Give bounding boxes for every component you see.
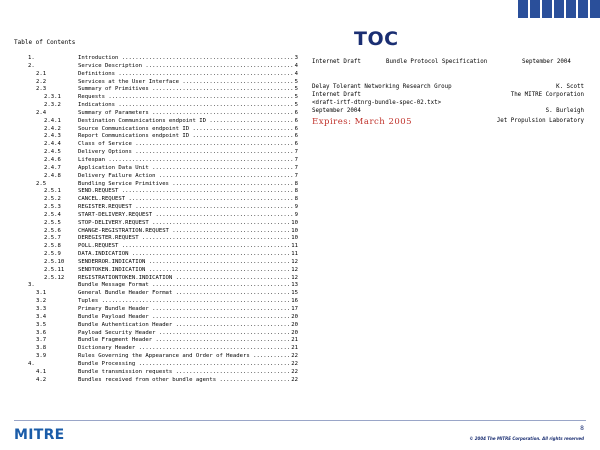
toc-entry-number: 2.5 [36, 180, 47, 187]
toc-entry [22, 275, 298, 283]
draft-date: September 2004 [312, 108, 361, 114]
toc-entry-title: Services at the User Interface ..... [78, 79, 294, 87]
toc-entry-number: 2.2 [36, 78, 47, 85]
corner-square [518, 0, 528, 18]
toc-entry-page: 11 [291, 243, 298, 250]
toc-entry-page: 21 [291, 337, 298, 344]
toc-entry [22, 235, 298, 243]
toc-entry-title: Application Data Unit ..... [78, 165, 294, 173]
toc-entry-title: Bundle Payload Header ..... [78, 314, 290, 322]
toc-entry [22, 337, 298, 345]
toc-entry-number: 2.5.1 [44, 188, 61, 195]
toc-entry-title: Class of Service ..... [78, 141, 294, 149]
toc-entry-page: 4 [294, 70, 298, 77]
toc-entry-page: 6 [294, 133, 298, 140]
toc-entry [22, 79, 298, 87]
toc-entry-number: 2.4.2 [44, 125, 61, 132]
toc-entry-number: 2.5.9 [44, 251, 61, 258]
toc-entry-number: 2.5.11 [44, 266, 65, 273]
toc-entry-page: 6 [294, 141, 298, 148]
toc-entry [22, 377, 298, 385]
toc-entry-number: 3.5 [36, 321, 47, 328]
toc-entry-title: Delivery Failure Action ..... [78, 173, 294, 181]
toc-entry-number: 2.4.4 [44, 141, 61, 148]
toc-entry-title: Indications ..... [78, 102, 294, 110]
toc-entry [22, 212, 298, 220]
corner-square [530, 0, 540, 18]
toc-entry-page: 13 [291, 282, 298, 289]
toc-entry [22, 55, 298, 63]
toc-entry-title: Service Description ..... [78, 63, 294, 71]
footer-divider [14, 420, 586, 421]
toc-entry-number: 2.4.6 [44, 156, 61, 163]
mitre-logo: MITRE [14, 427, 65, 443]
toc-entry-title: Source Communications endpoint ID ..... [78, 126, 294, 134]
toc-entry [22, 141, 298, 149]
toc-entry-number: 2.5.10 [44, 258, 65, 265]
toc-entry-number: 3.9 [36, 353, 47, 360]
toc-entry-number: 3.4 [36, 313, 47, 320]
toc-entry [22, 110, 298, 118]
draft-author-2: S. Burleigh [545, 108, 584, 114]
toc-entry [22, 267, 298, 275]
toc-entry-title: General Bundle Header Format ..... [78, 290, 290, 298]
toc-entry [22, 204, 298, 212]
toc-entry-number: 2.5.6 [44, 227, 61, 234]
toc-entry-title: Report Communications endpoint ID ..... [78, 133, 294, 141]
toc-entry-number: 2.4.5 [44, 149, 61, 156]
toc-entry-title: Introduction ..... [78, 55, 294, 63]
toc-entry-title: Requests ..... [78, 94, 294, 102]
toc-entry-page: 10 [291, 227, 298, 234]
toc-entry-number: 4.2 [36, 376, 47, 383]
toc-entry-page: 22 [291, 368, 298, 375]
toc-entry-page: 5 [294, 94, 298, 101]
toc-entry-number: 3.3 [36, 306, 47, 312]
toc-entry-title: Summary of Primitives ..... [78, 86, 294, 94]
toc-entry-title: START-DELIVERY.REQUEST ..... [78, 212, 294, 220]
toc-heading: Table of Contents [14, 39, 76, 46]
toc-entry-number: 2.5.12 [44, 274, 65, 281]
toc-entry-title: Bundle Message Format ..... [78, 282, 290, 290]
toc-entry-number: 2. [28, 62, 35, 69]
toc-entry [22, 86, 298, 94]
toc-entry [22, 118, 298, 126]
toc-entry-title: POLL.REQUEST ..... [78, 243, 290, 251]
toc-entry-page: 7 [294, 156, 298, 163]
toc-entry-title: Destination Communications endpoint ID ..... [78, 118, 294, 126]
toc-entry-title: SEND.REQUEST ..... [78, 188, 294, 196]
toc-entry [22, 228, 298, 236]
toc-entry [22, 314, 298, 322]
toc-entry-page: 12 [291, 274, 298, 281]
toc-entry-title: Dictionary Header ..... [78, 345, 290, 353]
draft-label: Internet Draft [312, 92, 361, 98]
toc-entry-page: 4 [294, 62, 298, 69]
toc-entry-page: 11 [291, 251, 298, 258]
toc-entry-page: 8 [294, 180, 298, 187]
toc-entry [22, 282, 298, 290]
toc-entry-page: 5 [294, 86, 298, 93]
corner-square [566, 0, 576, 18]
toc-entry-page: 8 [294, 188, 298, 195]
toc-entry-title: DATA.INDICATION ..... [78, 251, 290, 259]
corner-decoration [516, 0, 600, 18]
toc-entry [22, 353, 298, 361]
toc-entry [22, 196, 298, 204]
toc-entry-page: 7 [294, 164, 298, 171]
toc-entry-title: Tuples ..... [78, 298, 290, 306]
toc-entry-title: REGISTRATIONTOKEN.INDICATION ..... [78, 275, 290, 283]
draft-expires: Expires: March 2005 [312, 117, 413, 127]
draft-header-right: September 2004 [522, 59, 571, 65]
toc-entry [22, 71, 298, 79]
draft-author-1: K. Scott [556, 84, 584, 90]
toc-entry-page: 12 [291, 258, 298, 265]
toc-entry [22, 298, 298, 306]
toc-entry-page: 6 [294, 109, 298, 116]
toc-entry-page: 6 [294, 117, 298, 124]
toc-entry-page: 7 [294, 149, 298, 156]
toc-entry-title: Payload Security Header ..... [78, 330, 290, 338]
table-of-contents [22, 55, 298, 384]
toc-entry-page: 17 [291, 306, 298, 312]
toc-entry-number: 2.4.7 [44, 164, 61, 171]
toc-entry [22, 243, 298, 251]
toc-entry [22, 220, 298, 228]
toc-entry [22, 126, 298, 134]
toc-entry-page: 22 [291, 376, 298, 383]
toc-entry-page: 5 [294, 102, 298, 109]
toc-entry [22, 133, 298, 141]
corner-square [542, 0, 552, 18]
toc-entry [22, 330, 298, 338]
toc-entry [22, 102, 298, 110]
toc-entry [22, 157, 298, 165]
toc-entry-title: STOP-DELIVERY.REQUEST ..... [78, 220, 290, 228]
toc-entry [22, 63, 298, 71]
toc-entry [22, 173, 298, 181]
toc-entry [22, 290, 298, 298]
toc-entry-page: 5 [294, 78, 298, 85]
toc-entry-number: 2.3 [36, 86, 47, 93]
draft-org-1: The MITRE Corporation [510, 92, 584, 98]
toc-entry-page: 21 [291, 345, 298, 352]
toc-entry-page: 12 [291, 266, 298, 273]
toc-entry [22, 149, 298, 157]
corner-square [578, 0, 588, 18]
copyright-notice: © 2004 The MITRE Corporation. All rights reserved [469, 436, 584, 441]
toc-entry-number: 1. [28, 55, 35, 61]
toc-entry-number: 2.4 [36, 109, 47, 116]
toc-entry-page: 20 [291, 321, 298, 328]
toc-entry-page: 6 [294, 125, 298, 132]
toc-entry-number: 2.3.2 [44, 102, 61, 109]
draft-group: Delay Tolerant Networking Research Group [312, 84, 452, 90]
draft-org-2: Jet Propulsion Laboratory [496, 118, 584, 124]
toc-entry-title: Bundle Processing ..... [78, 361, 290, 369]
toc-entry [22, 251, 298, 259]
toc-entry-number: 2.1 [36, 70, 47, 77]
toc-entry-page: 3 [294, 55, 298, 61]
toc-entry-title: REGISTER.REQUEST ..... [78, 204, 294, 212]
toc-entry-number: 3.7 [36, 337, 47, 344]
toc-entry-number: 2.3.1 [44, 94, 61, 101]
toc-entry-number: 3.6 [36, 329, 47, 336]
toc-entry [22, 181, 298, 189]
toc-entry-number: 3.8 [36, 345, 47, 352]
toc-entry-title: CHANGE-REGISTRATION.REQUEST ..... [78, 228, 290, 236]
toc-entry-number: 2.5.7 [44, 235, 61, 242]
toc-entry-number: 3.1 [36, 290, 47, 297]
toc-entry-page: 16 [291, 298, 298, 305]
toc-entry-title: Primary Bundle Header ..... [78, 306, 290, 314]
toc-entry-page: 9 [294, 211, 298, 218]
toc-entry-page: 8 [294, 196, 298, 203]
toc-entry-number: 3.2 [36, 298, 47, 305]
toc-entry [22, 361, 298, 369]
toc-entry-title: Definitions ..... [78, 71, 294, 79]
toc-entry-title: Bundle Authentication Header ..... [78, 322, 290, 330]
toc-entry-number: 2.4.3 [44, 133, 61, 140]
toc-entry-page: 22 [291, 353, 298, 360]
slide-title: TOC [354, 28, 399, 50]
toc-entry [22, 306, 298, 314]
toc-entry [22, 94, 298, 102]
toc-entry-title: SENDERROR.INDICATION ..... [78, 259, 290, 267]
toc-entry-title: SENDTOKEN.INDICATION ..... [78, 267, 290, 275]
toc-entry-number: 2.5.4 [44, 211, 61, 218]
toc-entry-page: 15 [291, 290, 298, 297]
draft-header-center: Bundle Protocol Specification [386, 59, 488, 65]
toc-entry-title: Bundling Service Primitives ..... [78, 181, 294, 189]
toc-entry [22, 322, 298, 330]
toc-entry-page: 22 [291, 360, 298, 367]
toc-entry-page: 20 [291, 329, 298, 336]
toc-entry [22, 165, 298, 173]
toc-entry-title: Bundles received from other bundle agents ..... [78, 377, 290, 385]
toc-entry-page: 20 [291, 313, 298, 320]
toc-entry-title: Summary of Parameters ..... [78, 110, 294, 118]
toc-entry-title: CANCEL.REQUEST ..... [78, 196, 294, 204]
toc-entry-number: 4. [28, 360, 35, 367]
toc-entry-number: 2.4.8 [44, 172, 61, 179]
toc-entry-title: DEREGISTER.REQUEST ..... [78, 235, 290, 243]
corner-square [590, 0, 600, 18]
toc-entry-title: Lifespan ..... [78, 157, 294, 165]
toc-entry-number: 2.5.8 [44, 243, 61, 250]
toc-entry-number: 4.1 [36, 368, 47, 375]
toc-entry-number: 2.5.3 [44, 204, 61, 211]
toc-entry-title: Delivery Options ..... [78, 149, 294, 157]
toc-entry-title: Bundle transmission requests ..... [78, 369, 290, 377]
toc-entry-page: 7 [294, 172, 298, 179]
toc-entry-title: Rules Governing the Appearance and Order of Headers ..... [78, 353, 290, 361]
draft-filename: <draft-irtf-dtnrg-bundle-spec-02.txt> [312, 100, 442, 106]
draft-header-left: Internet Draft [312, 59, 361, 65]
toc-entry [22, 259, 298, 267]
toc-entry-title: Bundle Fragment Header ..... [78, 337, 290, 345]
toc-entry-number: 2.5.5 [44, 219, 61, 226]
page-number: 8 [580, 425, 584, 432]
toc-entry-page: 9 [294, 204, 298, 211]
toc-entry-page: 10 [291, 219, 298, 226]
toc-entry-number: 2.5.2 [44, 196, 61, 203]
toc-entry [22, 345, 298, 353]
toc-entry-page: 10 [291, 235, 298, 242]
toc-entry-number: 3. [28, 282, 35, 289]
toc-entry [22, 188, 298, 196]
toc-entry [22, 369, 298, 377]
toc-entry-number: 2.4.1 [44, 117, 61, 124]
corner-square [554, 0, 564, 18]
